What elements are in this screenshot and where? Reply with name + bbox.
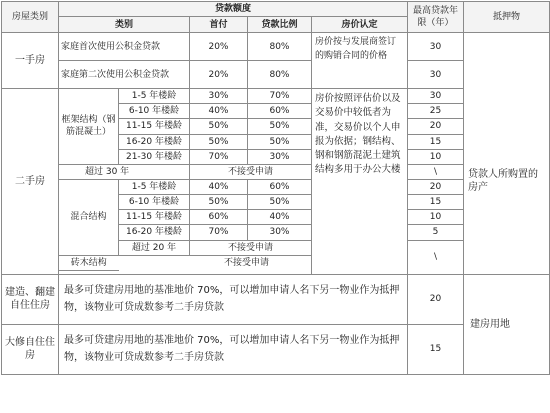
max-term-cell: 30: [408, 33, 464, 61]
first-hand-category: 家庭首次使用公积金贷款: [59, 33, 190, 61]
down-payment-cell: 20%: [190, 33, 248, 61]
max-term-cell: 30: [408, 61, 464, 89]
loan-ratio-cell: 30%: [248, 149, 312, 164]
max-term-cell: 25: [408, 104, 464, 119]
building-age-cell: 6-10 年楼龄: [119, 104, 190, 119]
frame-over-age: 超过 30 年: [59, 164, 190, 179]
second-hand-collateral: 贷款人所购置的房产: [464, 89, 550, 275]
header-price-basis: 房价认定: [312, 17, 408, 33]
header-max-term: 最高贷款年限（年）: [408, 2, 464, 33]
building-age-cell: 1-5 年楼龄: [119, 179, 190, 194]
loan-ratio-cell: 40%: [248, 210, 312, 225]
header-house-type: 房屋类别: [2, 2, 59, 33]
loan-ratio-cell: 60%: [248, 179, 312, 194]
max-term-cell: 5: [408, 225, 464, 240]
max-term-cell: 20: [408, 119, 464, 134]
build-collateral: 建房用地: [464, 274, 550, 374]
header-category: 类别: [59, 17, 190, 33]
renovation-note: 最多可贷建房用地的基准地价 70%，可以增加申请人名下另一物业作为抵押物，该物业可贷成数参考二手房贷款: [59, 324, 408, 374]
down-payment-cell: 40%: [190, 104, 248, 119]
building-age-cell: 21-30 年楼龄: [119, 149, 190, 164]
header-down-payment: 首付: [190, 17, 248, 33]
header-collateral: 抵押物: [464, 2, 550, 33]
building-age-cell: 1-5 年楼龄: [119, 89, 190, 104]
first-hand-label: 一手房: [2, 33, 59, 89]
down-payment-cell: 30%: [190, 89, 248, 104]
building-age-cell: 16-20 年楼龄: [119, 225, 190, 240]
down-payment-cell: 70%: [190, 149, 248, 164]
building-age-cell: 16-20 年楼龄: [119, 134, 190, 149]
renovation-label: 大修自住住房: [2, 324, 59, 374]
building-age-cell: 11-15 年楼龄: [119, 119, 190, 134]
brick-structure-label: 砖木结构: [59, 255, 119, 270]
loan-ratio-cell: 30%: [248, 225, 312, 240]
second-hand-label: 二手房: [2, 89, 59, 275]
first-hand-price-basis: 房价按与发展商签订的购销合同的价格: [312, 33, 408, 89]
down-payment-cell: 60%: [190, 210, 248, 225]
loan-ratio-cell: 80%: [248, 33, 312, 61]
mixed-structure-label: 混合结构: [59, 179, 119, 255]
max-term-cell: 10: [408, 210, 464, 225]
max-term-cell: 10: [408, 149, 464, 164]
first-hand-category: 家庭第二次使用公积金贷款: [59, 61, 190, 89]
down-payment-cell: 20%: [190, 61, 248, 89]
down-payment-cell: 50%: [190, 119, 248, 134]
brick-structure-note: 不接受申请: [119, 255, 312, 270]
max-term-cell: 20: [408, 179, 464, 194]
mixed-over-note: 不接受申请: [190, 240, 312, 255]
frame-structure-label: 框架结构（钢筋混凝土）: [59, 89, 119, 165]
loan-ratio-cell: 50%: [248, 119, 312, 134]
loan-ratio-cell: 60%: [248, 104, 312, 119]
first-hand-collateral: [464, 33, 550, 89]
self-build-label: 建造、翻建自住住房: [2, 274, 59, 324]
building-age-cell: 6-10 年楼龄: [119, 195, 190, 210]
down-payment-cell: 40%: [190, 179, 248, 194]
max-term-cell: \: [408, 240, 464, 274]
building-age-cell: 11-15 年楼龄: [119, 210, 190, 225]
self-build-note: 最多可贷建房用地的基准地价 70%，可以增加申请人名下另一物业作为抵押物，该物业可贷成数参考二手房贷款: [59, 274, 408, 324]
header-loan-limit: 贷款额度: [59, 2, 408, 17]
mixed-over-age: 超过 20 年: [119, 240, 190, 255]
down-payment-cell: 50%: [190, 134, 248, 149]
loan-table: [1, 1, 550, 375]
loan-ratio-cell: 50%: [248, 134, 312, 149]
down-payment-cell: 70%: [190, 225, 248, 240]
loan-ratio-cell: 80%: [248, 61, 312, 89]
max-term-cell: 15: [408, 195, 464, 210]
second-hand-price-basis: 房价按照评估价以及交易价中较低者为准，交易价以个人申报为依据；钢结构、钢和钢筋混泥土建筑结构多用于办公大楼: [312, 89, 408, 275]
max-term-cell: 15: [408, 324, 464, 374]
max-term-cell: 30: [408, 89, 464, 104]
max-term-cell: 20: [408, 274, 464, 324]
loan-ratio-cell: 70%: [248, 89, 312, 104]
max-term-cell: 15: [408, 134, 464, 149]
down-payment-cell: 50%: [190, 195, 248, 210]
header-loan-ratio: 贷款比例: [248, 17, 312, 33]
frame-over-note: 不接受申请: [190, 164, 312, 179]
loan-ratio-cell: 50%: [248, 195, 312, 210]
max-term-cell: \: [408, 164, 464, 179]
